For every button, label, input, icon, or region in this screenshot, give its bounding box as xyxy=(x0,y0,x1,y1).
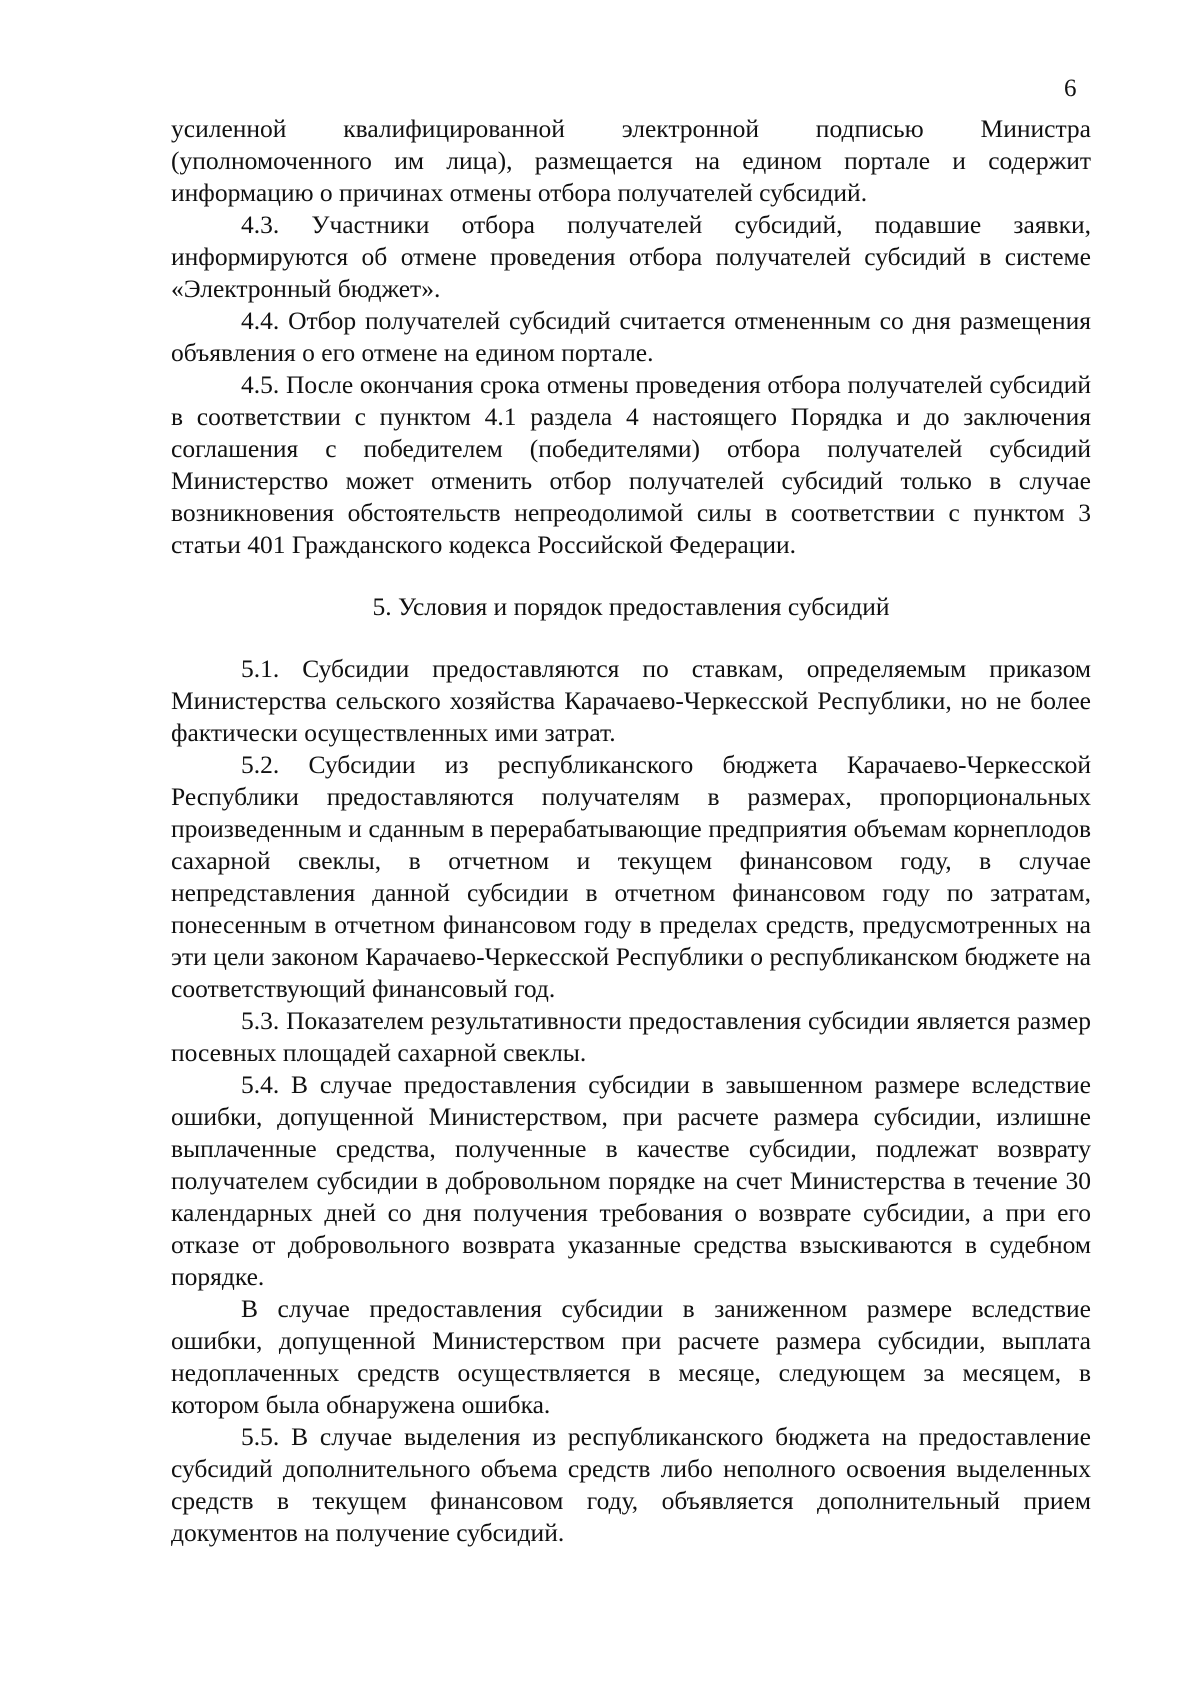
paragraph-5-5: 5.5. В случае выделения из республиканского бюджета на предоставление субсидий дополнительного объема средств либо неполного освоения выделенных средств в текущем финансовом году, объявляется дополнительный прием документов на получение субсидий. xyxy=(171,1422,1091,1547)
paragraph-5-2: 5.2. Субсидии из республиканского бюджета Карачаево-Черкесской Республики предоставляются получателям в размерах, пропорциональных произведенным и сданным в перерабатывающие предприятия объемам корнеплодов сахарной свеклы, в отчетном и текущем финансовом году, в случае непредставления данной субсидии в отчетном финансовом году по затратам, понесенным в отчетном финансовом году в пределах средств, предусмотренных на эти цели законом Карачаево-Черкесской Республики о республиканском бюджете на соответствующий финансовый год. xyxy=(171,750,1091,1003)
paragraphs-after-section xyxy=(171,653,1091,1549)
paragraph-5-1: 5.1. Субсидии предоставляются по ставкам, определяемым приказом Министерства сельского хозяйства Карачаево-Черкесской Республики, но не более фактически осуществленных ими затрат. xyxy=(171,654,1091,747)
paragraph-5-4: 5.4. В случае предоставления субсидии в завышенном размере вследствие ошибки, допущенной Министерством, при расчете размера субсидии, излишне выплаченные средства, полученные в качестве субсидии, подлежат возврату получателем субсидии в добровольном порядке на счет Министерства в течение 30 календарных дней со дня получения требования о возврате субсидии, а при его отказе от добровольного возврата указанные средства взыскиваются в судебном порядке. xyxy=(171,1070,1091,1291)
page-number: 6 xyxy=(1064,75,1077,102)
document-body xyxy=(171,113,1091,1549)
paragraph-5-4-underpayment: В случае предоставления субсидии в заниженном размере вследствие ошибки, допущенной Министерством при расчете размера субсидии, выплата недоплаченных средств осуществляется в месяце, следующем за месяцем, в котором была обнаружена ошибка. xyxy=(171,1294,1091,1419)
paragraph-4-3: 4.3. Участники отбора получателей субсидий, подавшие заявки, информируются об отмене проведения отбора получателей субсидий в системе «Электронный бюджет». xyxy=(171,210,1091,303)
paragraph-continuation: усиленной квалифицированной электронной подписью Министра (уполномоченного им лица), размещается на едином портале и содержит информацию о причинах отмены отбора получателей субсидий. xyxy=(171,114,1091,207)
section-5-heading: 5. Условия и порядок предоставления субсидий xyxy=(372,592,890,621)
paragraphs-before-section xyxy=(171,113,1091,561)
paragraph-4-4: 4.4. Отбор получателей субсидий считается отмененным со дня размещения объявления о его отмене на едином портале. xyxy=(171,306,1091,367)
paragraph-4-5: 4.5. После окончания срока отмены проведения отбора получателей субсидий в соответствии с пунктом 4.1 раздела 4 настоящего Порядка и до заключения соглашения с победителем (победителями) отбора получателей субсидий Министерство может отменить отбор получателей субсидий только в случае возникновения обстоятельств непреодолимой силы в соответствии с пунктом 3 статьи 401 Гражданского кодекса Российской Федерации. xyxy=(171,370,1091,559)
paragraph-5-3: 5.3. Показателем результативности предоставления субсидии является размер посевных площадей сахарной свеклы. xyxy=(171,1006,1091,1067)
